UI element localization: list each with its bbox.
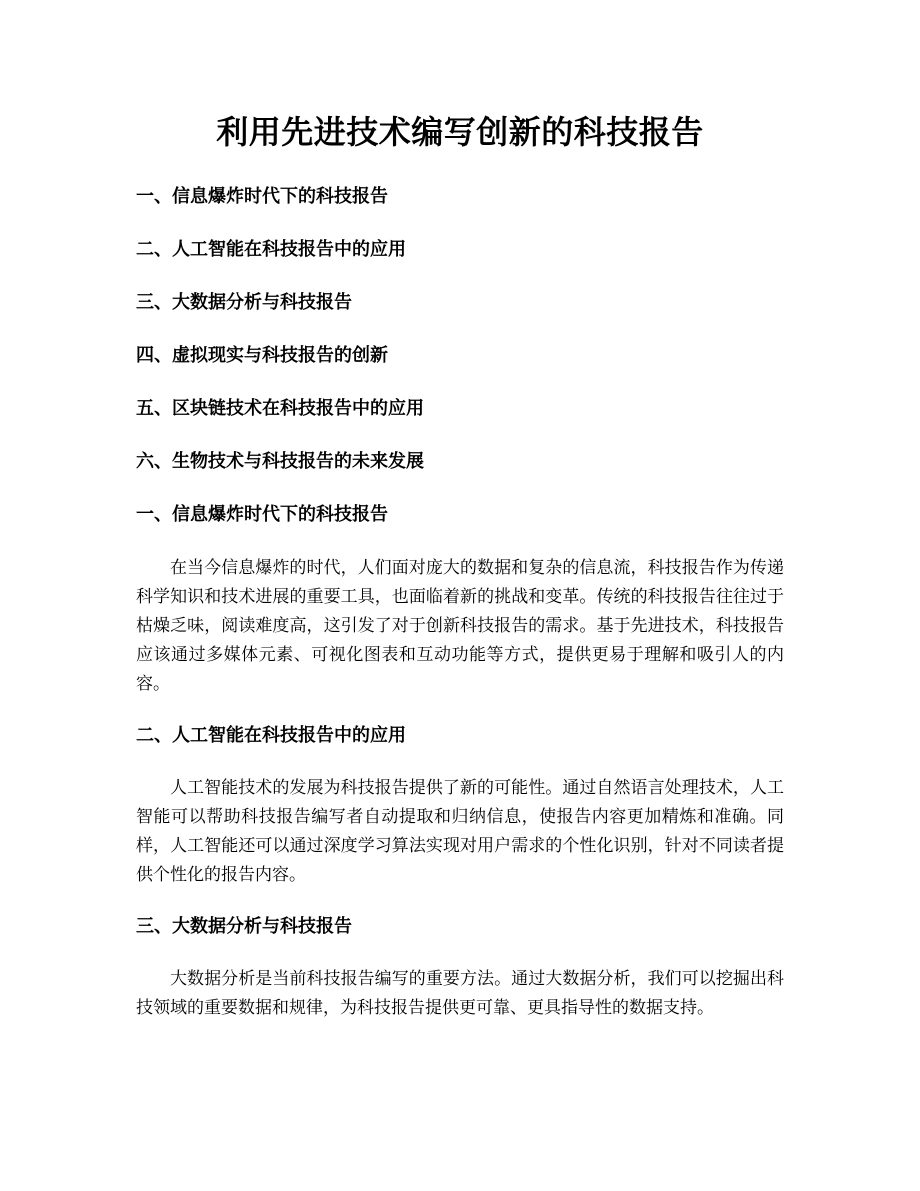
toc-item-3: 三、大数据分析与科技报告 [136, 292, 352, 313]
document-title: 利用先进技术编写创新的科技报告 [216, 113, 704, 151]
section-heading: 二、人工智能在科技报告中的应用 [136, 725, 406, 746]
section-1 [136, 502, 784, 699]
section-paragraph: 人工智能技术的发展为科技报告提供了新的可能性。通过自然语言处理技术，人工智能可以帮助科技报告编写者自动提取和归纳信息，使报告内容更加精炼和准确。同样，人工智能还可以通过深度学习算法实现对用户需求的个性化识别，针对不同读者提供个性化的报告内容。 [136, 778, 784, 885]
section-3 [136, 914, 784, 1023]
section-heading: 一、信息爆炸时代下的科技报告 [136, 504, 388, 525]
toc-item-5: 五、区块链技术在科技报告中的应用 [136, 398, 424, 419]
section-heading: 三、大数据分析与科技报告 [136, 916, 352, 937]
table-of-contents [136, 184, 784, 475]
section-paragraph: 在当今信息爆炸的时代，人们面对庞大的数据和复杂的信息流，科技报告作为传递科学知识和技术进展的重要工具，也面临着新的挑战和变革。传统的科技报告往往过于枯燥乏味，阅读难度高，这引发了对于创新科技报告的需求。基于先进技术，科技报告应该通过多媒体元素、可视化图表和互动功能等方式，提供更易于理解和吸引人的内容。 [136, 558, 784, 694]
section-paragraph: 大数据分析是当前科技报告编写的重要方法。通过大数据分析，我们可以挖掘出科技领域的重要数据和规律，为科技报告提供更可靠、更具指导性的数据支持。 [136, 969, 784, 1018]
toc-item-6: 六、生物技术与科技报告的未来发展 [136, 451, 424, 472]
toc-item-4: 四、虚拟现实与科技报告的创新 [136, 345, 388, 366]
toc-item-2: 二、人工智能在科技报告中的应用 [136, 239, 406, 260]
toc-item-1: 一、信息爆炸时代下的科技报告 [136, 186, 388, 207]
section-2 [136, 723, 784, 890]
